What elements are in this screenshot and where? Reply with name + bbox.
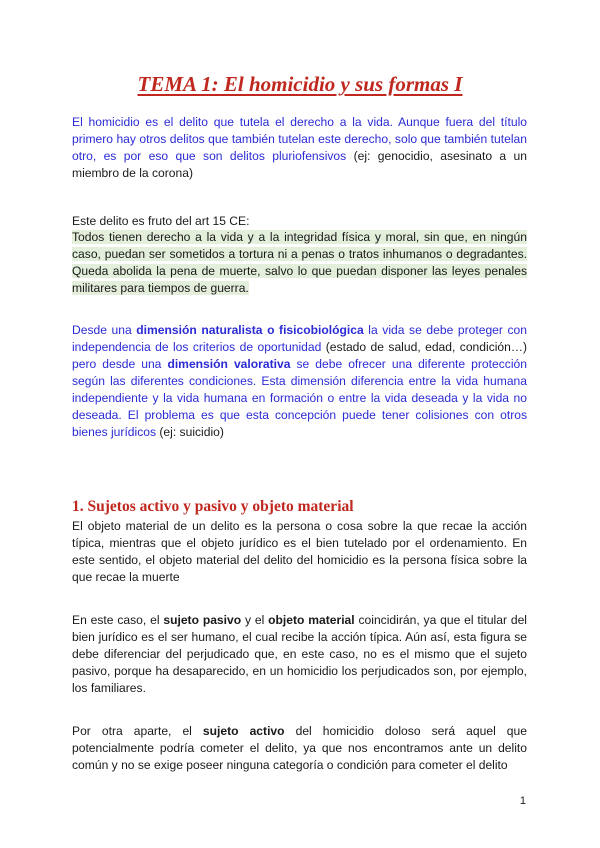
dimension-text-1: Desde una: [72, 323, 137, 337]
p3-bold-1: sujeto activo: [202, 724, 285, 738]
article-lead: Este delito es fruto del art 15 CE:: [72, 214, 250, 228]
dimension-bold-2: dimensión valorativa: [167, 357, 291, 371]
passive-subject-paragraph: [72, 612, 527, 697]
section-heading: 1. Sujetos activo y pasivo y objeto material: [72, 498, 354, 515]
p2-text-3: coincidirán, ya que el titular del bien jurídico es el ser humano, el cual recibe la acción típica. Aún así, esta figura se debe diferenciar del perjudicado que, en este caso, no es el mismo que el sujeto pasivo, porque ha desaparecido, en un homicidio los perjudicados son, por ejemplo, los familiares.: [72, 613, 527, 695]
intro-example: (ej: genocidio, asesinato a un miembro de la corona): [72, 149, 527, 180]
article-quote-text: Todos tienen derecho a la vida y a la integridad física y moral, sin que, en ningún caso, puedan ser sometidos a tortura ni a penas o tratos inhumanos o degradantes. Queda abolida la pena de muerte, salvo lo que puedan disponer las leyes penales militares para tiempos de guerra.: [72, 230, 527, 295]
page-number: 1: [519, 795, 526, 807]
p3-text-2: del homicidio doloso será aquel que potencialmente podría cometer el delito, ya que nos encontramos ante un delito común y no se exige poseer ninguna categoría o condición para cometer el delito: [72, 724, 527, 772]
active-subject-paragraph: [72, 723, 527, 774]
dimension-paragraph: [72, 322, 527, 441]
dimension-text-4: se debe ofrecer una diferente protección según las diferentes condiciones. Esta dimensión diferencia entre la vida humana independiente y la vida humana en formación o entre la vida deseada y la vida no deseada. El problema es que esta concepción puede tener colisiones con otros bienes jurídicos: [72, 357, 527, 439]
dimension-detail-2: (ej: suicidio): [159, 425, 224, 439]
article-quote: [72, 229, 527, 297]
dimension-bold-1: dimensión naturalista o fisicobiológica: [136, 323, 364, 337]
p2-text-2: y el: [241, 613, 269, 627]
p2-text-1: En este caso, el: [72, 613, 164, 627]
p2-bold-1: sujeto pasivo: [163, 613, 242, 627]
intro-text: El homicidio es el delito que tutela el derecho a la vida. Aunque fuera del título primero hay otros delitos que también tutelan este derecho, solo que también tutelan otro, es por eso que son delitos pluriofensivos: [72, 115, 527, 163]
page-title: TEMA 1: El homicidio y sus formas I: [137, 72, 463, 96]
dimension-text-2: la vida se debe proteger con independencia de los criterios de oportunidad: [72, 323, 527, 354]
dimension-detail-1: (estado de salud, edad, condición…): [325, 340, 528, 354]
p2-bold-2: objeto material: [268, 613, 355, 627]
p3-text-1: Por otra aparte, el: [72, 724, 203, 738]
intro-paragraph: [72, 114, 527, 182]
object-paragraph: El objeto material de un delito es la persona o cosa sobre la que recae la acción típica, mientras que el objeto jurídico es el bien tutelado por el ordenamiento. En este sentido, el objeto material del delito del homicidio es la persona física sobre la que recae la muerte: [72, 519, 527, 584]
dimension-text-3: pero desde una: [72, 357, 168, 371]
